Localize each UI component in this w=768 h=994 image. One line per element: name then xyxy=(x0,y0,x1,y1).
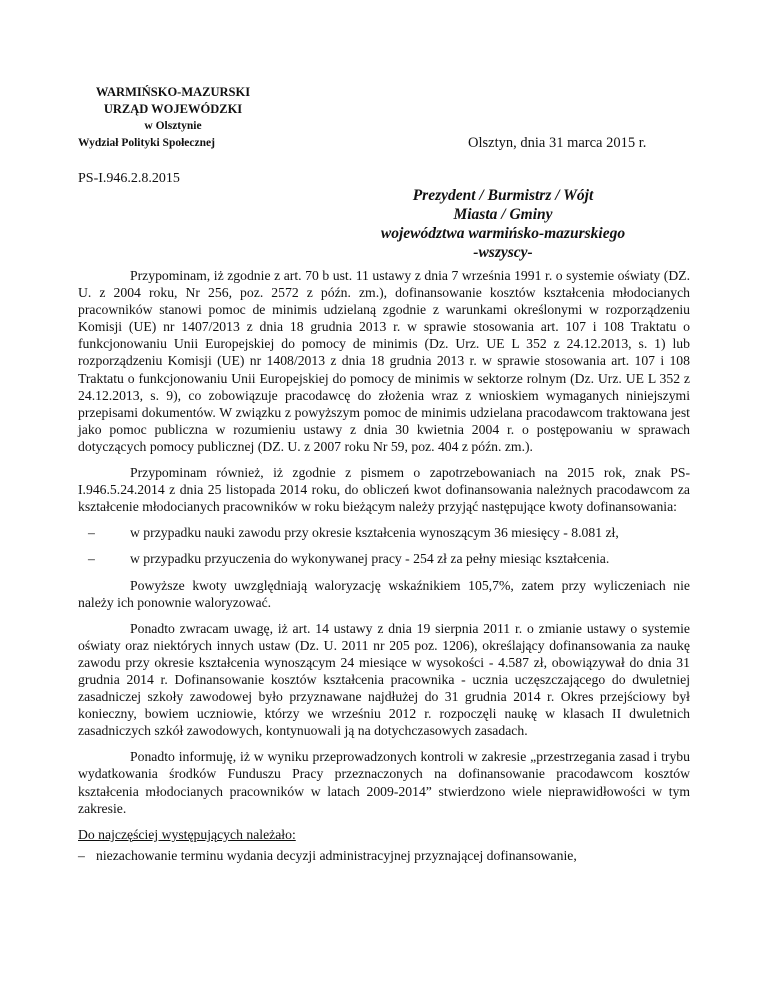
dash-marker: – xyxy=(78,847,85,863)
header-line-4: Wydział Polityki Społecznej xyxy=(78,137,215,149)
list-item-text: w przypadku przyuczenia do wykonywanej pracy - 254 zł za pełny miesiąc kształcenia. xyxy=(130,551,610,567)
addressee-line-2: Miasta / Gminy xyxy=(453,206,553,223)
header-line-3: w Olsztynie xyxy=(144,120,202,132)
addressee-line-4: -wszyscy- xyxy=(473,244,533,261)
list-item xyxy=(78,524,690,541)
letter-body xyxy=(78,267,690,873)
list-item xyxy=(78,550,690,567)
paragraph-2: Przypominam również, iż zgodnie z pismem o zapotrzebowaniach na 2015 rok, znak PS-I.946.5.24.2014 z dnia 25 listopada 2014 roku, do obliczeń kwot dofinansowania należnych pracodawcom za kształcenie młodocianych pracowników w roku bieżącym należy przyjąć następujące kwoty dofinansowania: xyxy=(78,465,690,515)
paragraph-4: Ponadto zwracam uwagę, iż art. 14 ustawy z dnia 19 sierpnia 2011 r. o zmianie ustawy o systemie oświaty oraz niektórych innych ustaw (Dz. U. 2011 nr 205 poz. 1206), określający dofinansowania za naukę zawodu przy okresie kształcenia wynoszącym 24 miesiące w wysokości - 4.587 zł, obowiązywał do dnia 31 grudnia 2014 r. Dofinansowanie kosztów kształcenia pracownika - ucznia uczęszczającego do dwuletniej zasadniczej szkoły zawodowej było przyznawane najdłużej do 31 grudnia 2014 r. Okres przejściowy był konieczny, bowiem uczniowie, którzy we wrześniu 2012 r. rozpoczęli naukę w klasach II dwuletnich zasadniczych szkół zawodowych, kontynuowali ją na dotychczasowych zasadach. xyxy=(78,620,690,739)
reference-number: PS-I.946.2.8.2015 xyxy=(78,171,180,186)
place-and-date: Olsztyn, dnia 31 marca 2015 r. xyxy=(468,135,647,151)
sender-header xyxy=(78,84,268,152)
addressee-block xyxy=(348,186,658,262)
addressee-line-3: województwa warmińsko-mazurskiego xyxy=(380,225,626,242)
paragraph-3: Powyższe kwoty uwzględniają waloryzację wskaźnikiem 105,7%, zatem przy wyliczeniach nie należy ich ponownie waloryzować. xyxy=(78,577,690,610)
header-line-1: WARMIŃSKO-MAZURSKI xyxy=(95,85,251,99)
addressee-line-1: Prezydent / Burmistrz / Wójt xyxy=(412,187,594,204)
paragraph-1: Przypominam, iż zgodnie z art. 70 b ust. 11 ustawy z dnia 7 września 1991 r. o systemie oświaty (DZ. U. z 2004 roku, Nr 256, poz. 2572 z późn. zm.), dofinansowanie kosztów kształcenia młodocianych pracowników stanowi pomoc de minimis udzielaną zgodnie z warunkami określonymi w rozporządzeniu Komisji (UE) nr 1407/2013 z dnia 18 grudnia 2013 r. w sprawie stosowania art. 107 i 108 Traktatu o funkcjonowaniu Unii Europejskiej do pomocy de minimis (Dz. Urz. UE L 352 z 24.12.2013, s. 1) lub rozporządzeniu Komisji (UE) nr 1408/2013 z dnia 18 grudnia 2013 r. w sprawie stosowania art. 107 i 108 Traktatu o funkcjonowaniu Unii Europejskiej do pomocy de minimis w sektorze rolnym (Dz. Urz. UE L 352 z 24.12.2013, s. 9), co zobowiązuje pracodawcę do złożenia wraz z wnioskiem wymaganych niniejszymi przepisami dokumentów. W związku z powyższym pomoc de minimis udzielana pracodawcom traktowana jest jako pomoc publiczna w rozumieniu ustawy z dnia 30 kwietnia 2004 r. o postępowaniu w sprawach dotyczących pomocy publicznej (DZ. U. z 2007 roku Nr 59, poz. 404 z późn. zm.). xyxy=(78,268,690,454)
list-item-text: niezachowanie terminu wydania decyzji administracyjnej przyznającej dofinansowanie, xyxy=(96,847,577,863)
list-item-text: w przypadku nauki zawodu przy okresie kształcenia wynoszącym 36 miesięcy - 8.081 zł, xyxy=(130,525,619,541)
dash-marker: – xyxy=(88,525,95,541)
section-heading: Do najczęściej występujących należało: xyxy=(78,826,296,842)
list-item xyxy=(78,847,690,864)
dash-marker: – xyxy=(88,551,95,567)
paragraph-5: Ponadto informuję, iż w wyniku przeprowadzonych kontroli w zakresie „przestrzegania zasad i trybu wydatkowania środków Funduszu Pracy przeznaczonych na dofinansowanie pracodawcom kosztów kształcenia młodocianych pracowników w latach 2009-2014” stwierdzono wiele nieprawidłowości w tym zakresie. xyxy=(78,749,690,816)
header-line-2: URZĄD WOJEWÓDZKI xyxy=(103,102,243,116)
